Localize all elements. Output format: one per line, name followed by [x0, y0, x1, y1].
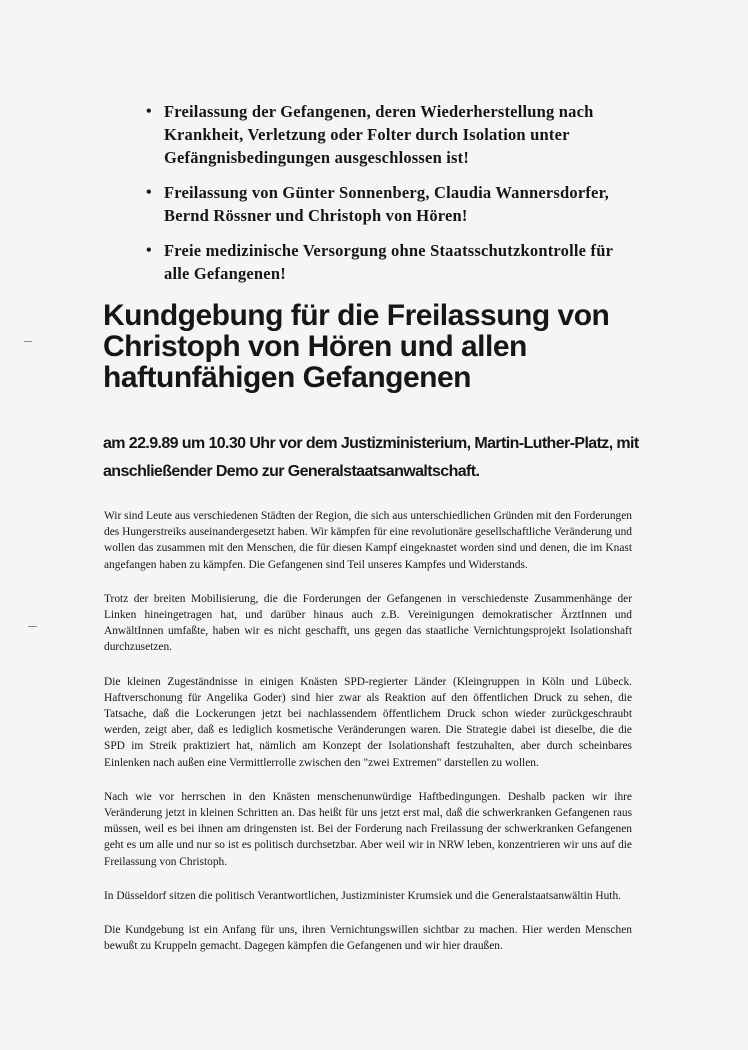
- scan-artifact: [28, 626, 37, 627]
- rally-headline: Kundgebung für die Freilassung von Christoph von Hören und allen haftunfähigen Gefangenen: [103, 299, 610, 394]
- bullet-icon: •: [146, 242, 152, 259]
- body-paragraph: Die Kundgebung ist ein Anfang für uns, ihren Vernichtungswillen sichtbar zu machen. Hier werden Menschen bewußt zu Kruppeln gemacht. Dagegen kämpfen die Gefangenen und wir hier draußen.: [104, 924, 632, 953]
- demand-item: [146, 181, 636, 227]
- bullet-icon: •: [146, 184, 152, 201]
- scan-artifact: [24, 341, 32, 342]
- rally-date-location: am 22.9.89 um 10.30 Uhr vor dem Justizministerium, Martin-Luther-Platz, mit anschließender Demo zur Generalstaatsanwaltschaft.: [103, 435, 639, 480]
- demands-list: [146, 100, 636, 297]
- demand-text: Freilassung der Gefangenen, deren Wiederherstellung nach Krankheit, Verletzung oder Folter durch Isolation unter Gefängnisbedingungen ausgeschlossen ist!: [164, 102, 594, 167]
- body-paragraph: Trotz der breiten Mobilisierung, die die Forderungen der Gefangenen in verschiedenste Zusammenhänge der Linken hineingetragen hat, und darüber hinaus auch z.B. Vereinigungen demokratischer ÄrztInnen und AnwältInnen umfaßte, haben wir es nicht geschafft, uns gegen das staatliche Vernichtungsprojekt Isolationshaft durchzusetzen.: [104, 592, 632, 654]
- body-paragraph: Wir sind Leute aus verschiedenen Städten der Region, die sich aus unterschiedlichen Gründen mit den Forderungen des Hungerstreiks auseinandergesetzt haben. Wir kämpfen für eine revolutionäre gesellschaftliche Veränderung und wollen das zusammen mit den Menschen, die für diesen Kampf eingeknastet worden sind und denen, die im Knast angefangen haben zu kämpfen. Die Gefangenen sind Teil unseres Kampfes und Widerstands.: [104, 510, 632, 571]
- body-paragraph: In Düsseldorf sitzen die politisch Verantwortlichen, Justizminister Krumsiek und die Generalstaatsanwältin Huth.: [104, 889, 621, 902]
- body-text: [104, 508, 632, 972]
- body-paragraph: Nach wie vor herrschen in den Knästen menschenunwürdige Haftbedingungen. Deshalb packen wir ihre Veränderung jetzt in kleinen Schritten an. Das heißt für uns jetzt erst mal, daß die schwerkranken Gefangenen raus müssen, weil es bei ihnen am dringensten ist. Bei der Forderung nach Freilassung der schwerkranken Gefangenen geht es um alle und nur so ist es politisch durchsetzbar. Aber weil wir in NRW leben, konzentrieren wir uns auf die Freilassung von Christoph.: [104, 790, 632, 868]
- demand-item: [146, 100, 636, 169]
- bullet-icon: •: [146, 103, 152, 120]
- demand-item: [146, 239, 636, 285]
- demand-text: Freilassung von Günter Sonnenberg, Claudia Wannersdorfer, Bernd Rössner und Christoph von Hören!: [164, 183, 609, 225]
- body-paragraph: Die kleinen Zugeständnisse in einigen Knästen SPD-regierter Länder (Kleingruppen in Köln und Lübeck. Haftverschonung für Angelika Goder) sind hier zwar als Reaktion auf den öffentlichen Druck zu sehen, die Tatsache, daß die Lockerungen jetzt bei nachlassendem öffentlichem Druck schon wieder zurückgeschraubt werden, zeigt aber, daß es lediglich kosmetische Veränderungen waren. Die Strategie dabei ist dieselbe, die die SPD im Streik praktiziert hat, nämlich am Konzept der Isolationshaft festzuhalten, aber durch scheinbares Einlenken nach außen eine Vermittlerrolle zwischen den "zwei Extremen" darstellen zu wollen.: [104, 675, 632, 769]
- demand-text: Freie medizinische Versorgung ohne Staatsschutzkontrolle für alle Gefangenen!: [164, 241, 613, 283]
